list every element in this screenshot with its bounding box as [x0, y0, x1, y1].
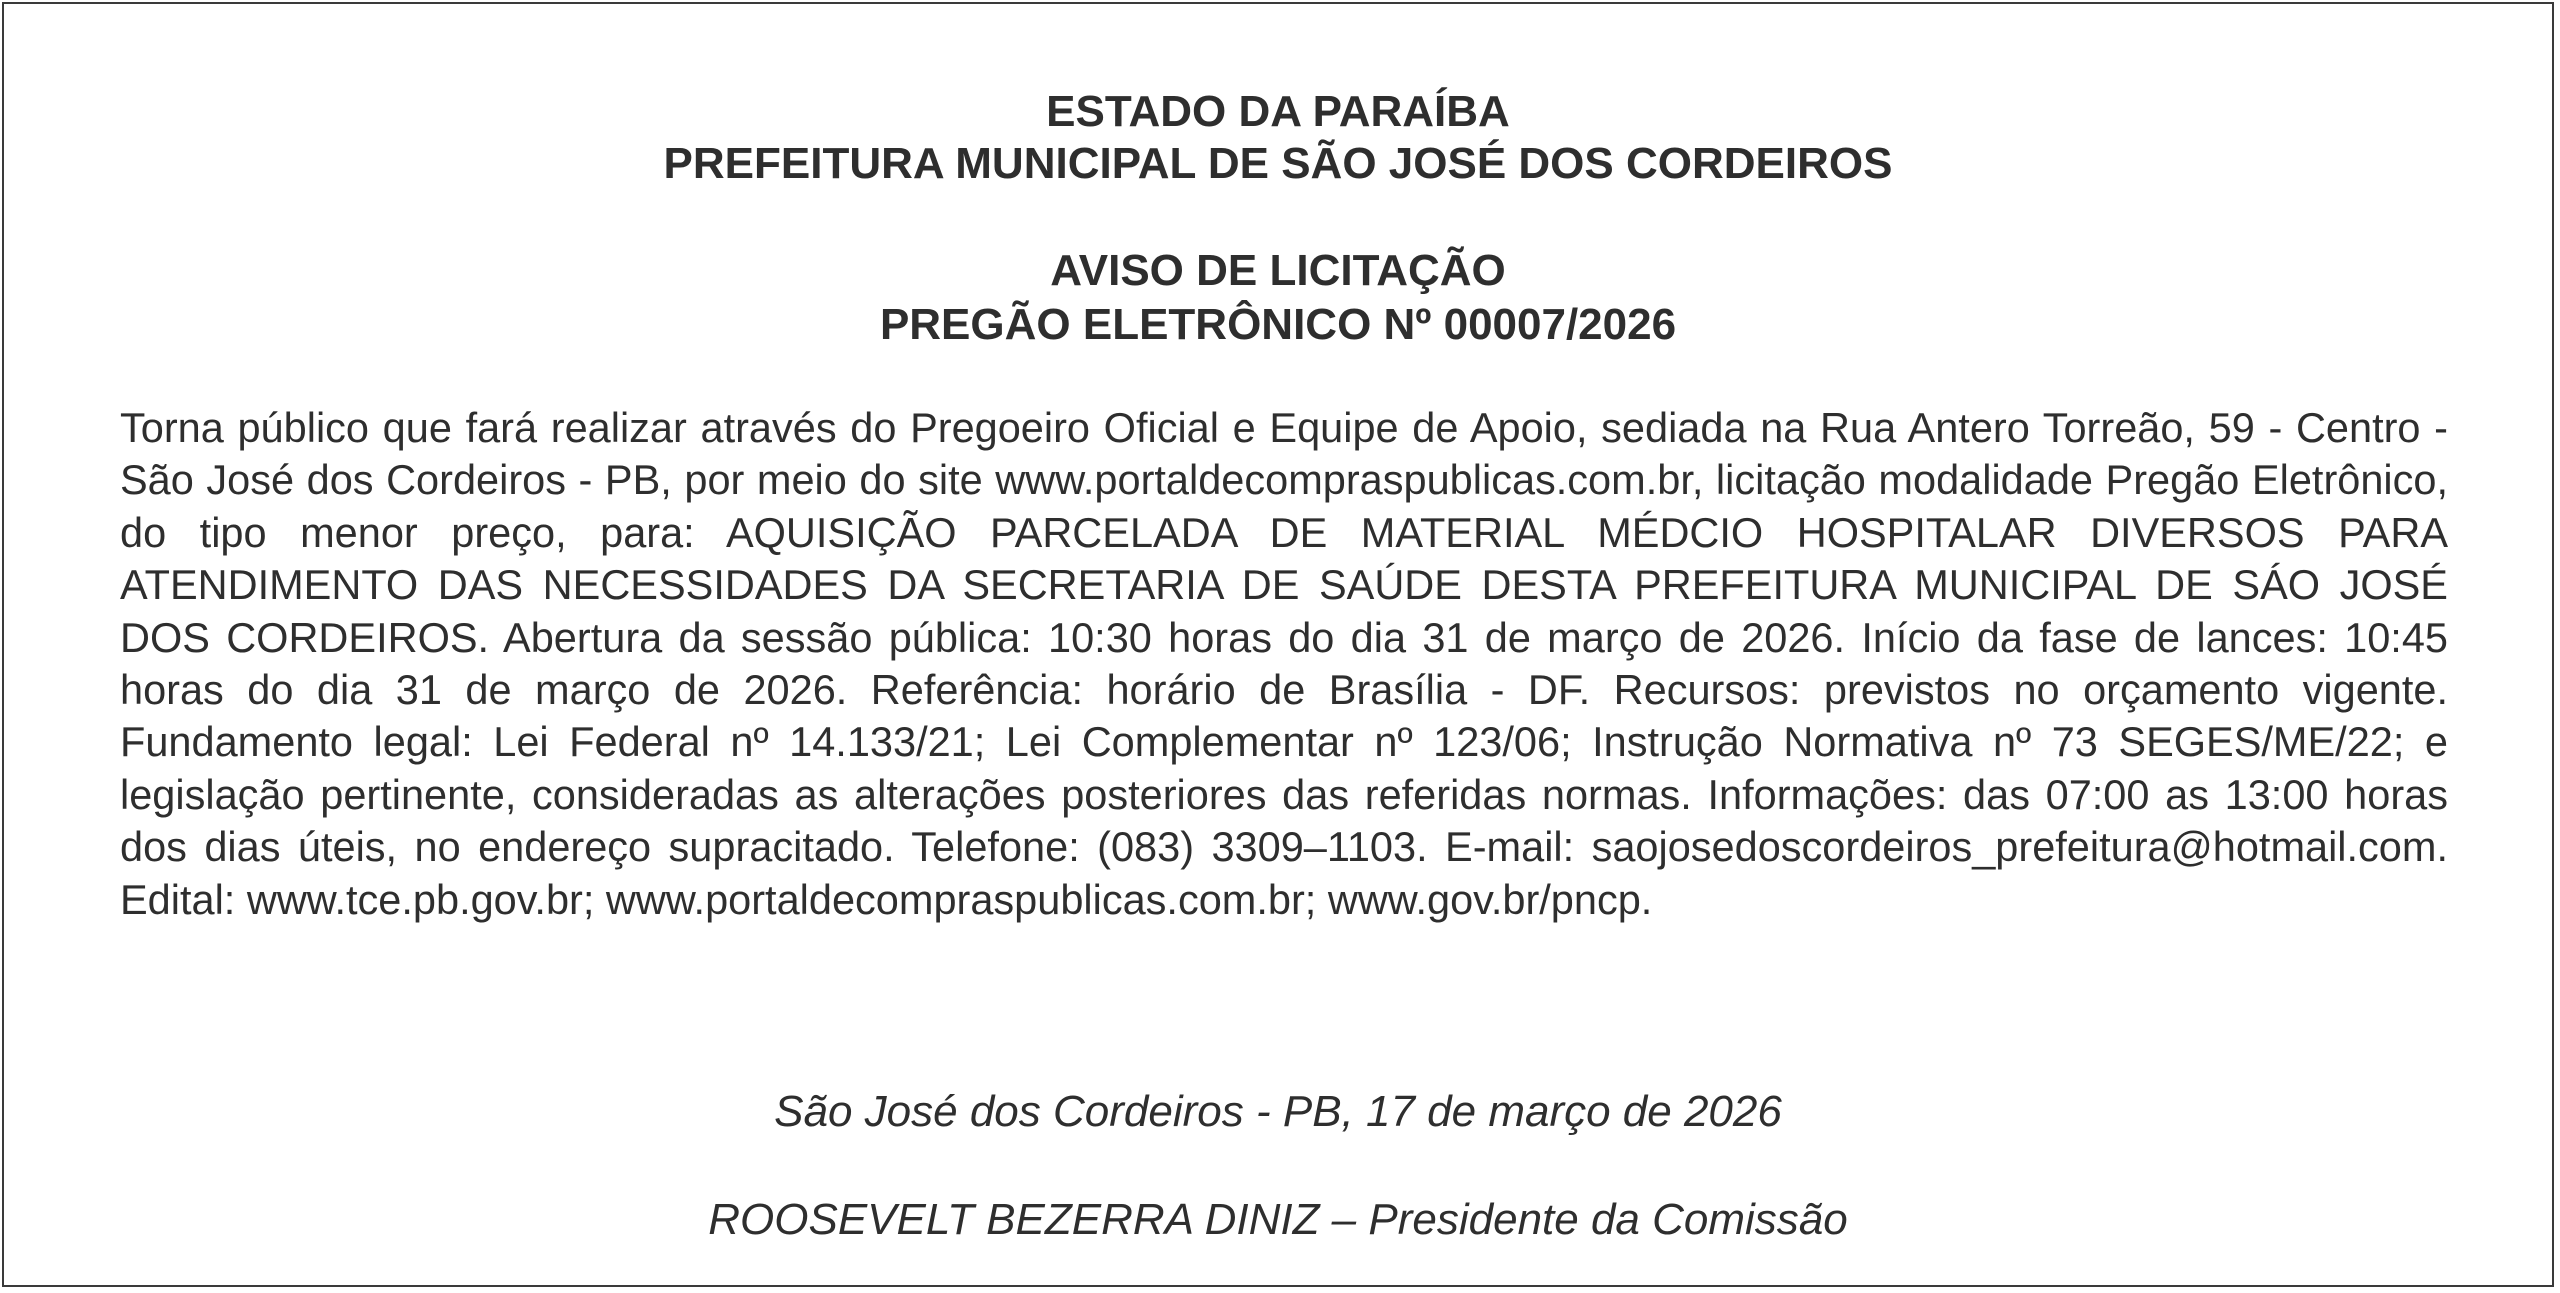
notice-body: Torna público que fará realizar através do Pregoeiro Oficial e Equipe de Apoio, sediada na Rua Antero Torreão, 59 - Centro - São José dos Cordeiros - PB, por meio do site www.portaldecompraspublicas.com.br, licitação modalidade Pregão Eletrônico, do tipo menor preço, para: AQUISIÇÃO PARCELADA DE MATERIAL MÉDCIO HOSPITALAR DIVERSOS PARA ATENDIMENTO DAS NECESSIDADES DA SECRETARIA DE SAÚDE DESTA PREFEITURA MUNICIPAL DE SÁO JOSÉ DOS CORDEIROS. Abertura da sessão pública: 10:30 horas do dia 31 de março de 2026. Início da fase de lances: 10:45 horas do dia 31 de março de 2026. Referência: horário de Brasília - DF. Recursos: previstos no orçamento vigente. Fundamento legal: Lei Federal nº 14.133/21; Lei Complementar nº 123/06; Instrução Normativa nº 73 SEGES/ME/22; e legislação pertinente, consideradas as alterações posteriores das referidas normas. Informações: das 07:00 as 13:00 horas dos dias úteis, no endereço supracitado. Telefone: (083) 3309–1103. E-mail: saojosedoscordeiros_prefeitura@hotmail.com. Edital: www.tce.pb.gov.br; www.portaldecompraspublicas.com.br; www.gov.br/pncp.	[120, 404, 2448, 923]
place-date: São José dos Cordeiros - PB, 17 de março de 2026	[774, 1087, 1782, 1136]
issuer-header	[4, 86, 2552, 190]
notice-frame	[2, 2, 2554, 1287]
notice-type-heading: AVISO DE LICITAÇÃO	[1050, 246, 1506, 295]
signature-line: ROOSEVELT BEZERRA DINIZ – Presidente da Comissão	[708, 1195, 1848, 1244]
state-heading: ESTADO DA PARAÍBA	[1046, 87, 1510, 136]
notice-number-heading: PREGÃO ELETRÔNICO Nº 00007/2026	[879, 300, 1677, 349]
municipality-heading: PREFEITURA MUNICIPAL DE SÃO JOSÉ DOS CORDEIROS	[663, 139, 1893, 188]
notice-title	[4, 244, 2552, 352]
